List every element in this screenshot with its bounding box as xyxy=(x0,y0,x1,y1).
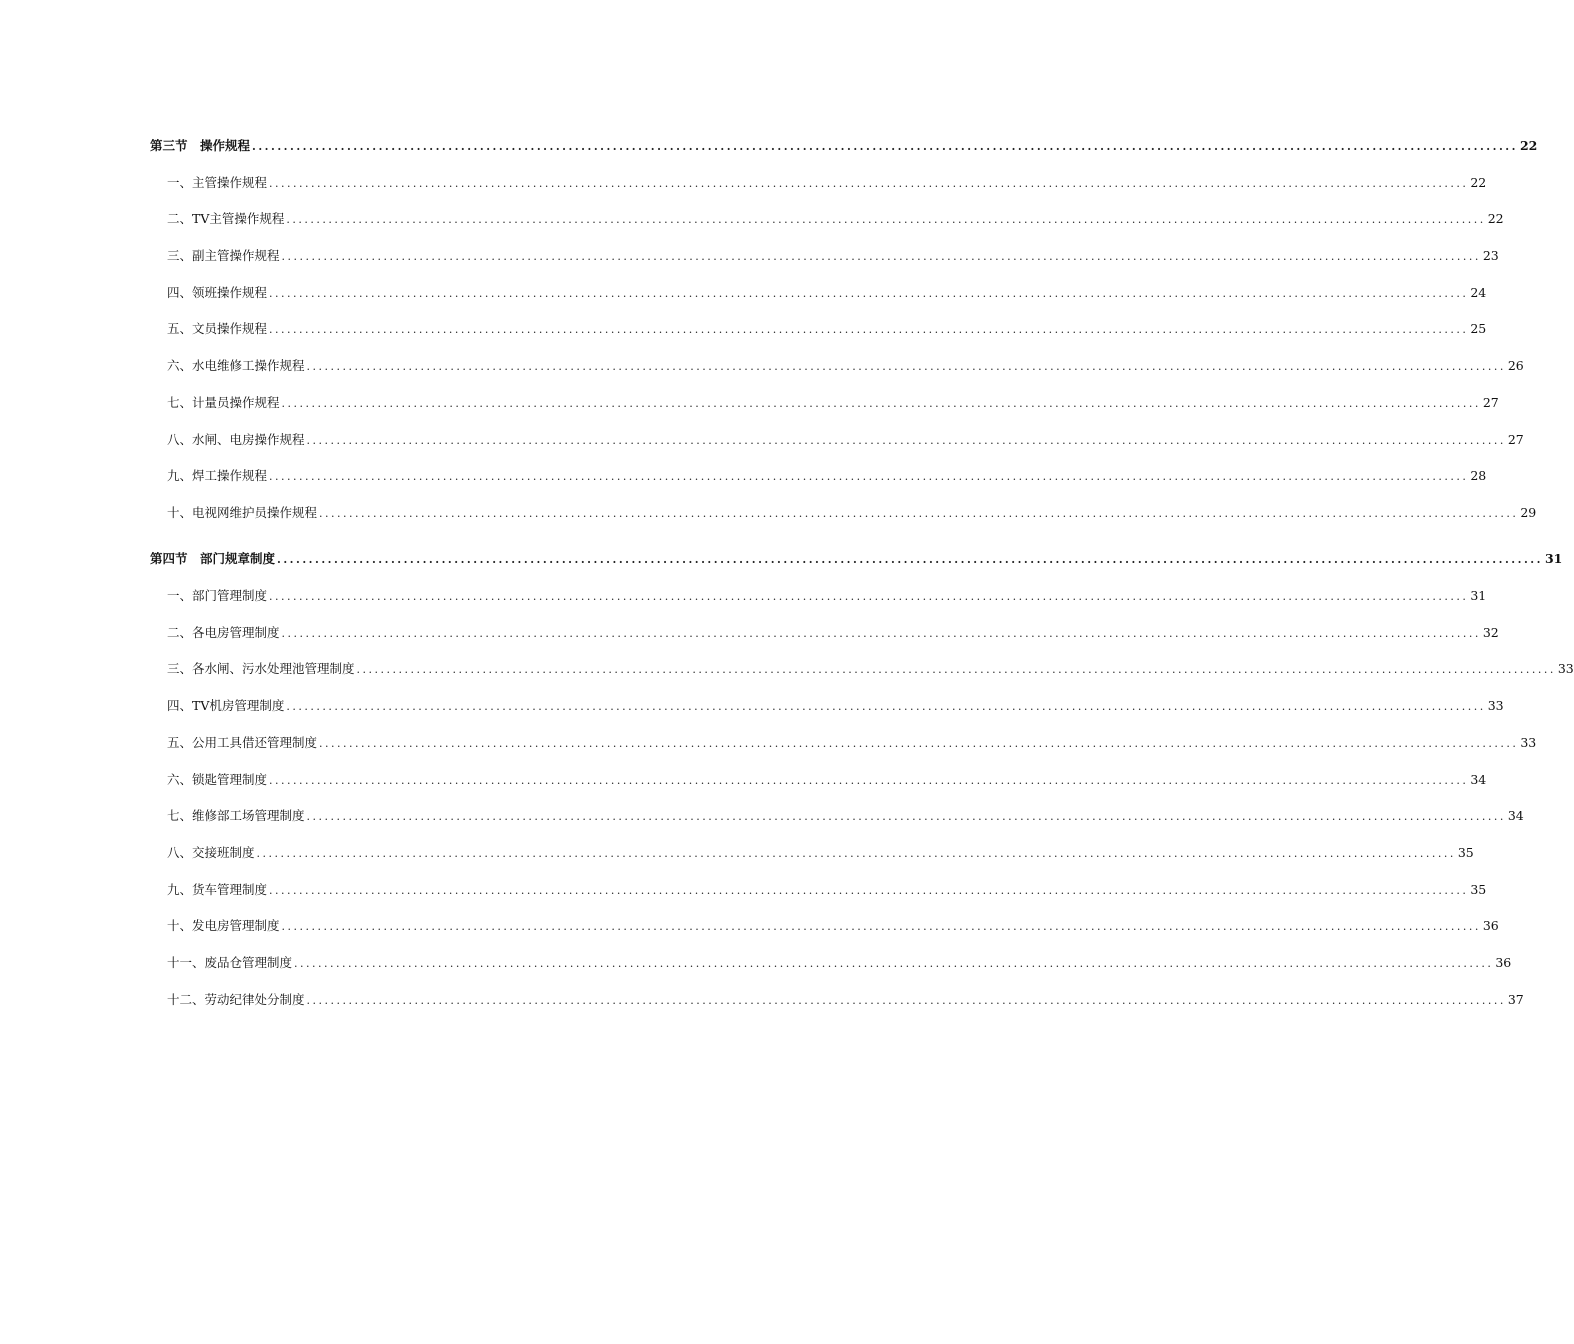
dot-leader: ........................................................................................................................................................................................................ xyxy=(269,883,1469,897)
toc-page-number: 25 xyxy=(1470,321,1487,337)
dot-leader: ........................................................................................................................................................................................................ xyxy=(269,470,1469,484)
toc-page-number: 26 xyxy=(1507,358,1524,374)
toc-item-entry[interactable] xyxy=(150,788,1524,825)
toc-page-number: 36 xyxy=(1482,918,1499,934)
toc-page-number: 27 xyxy=(1482,394,1499,410)
toc-page-number: 37 xyxy=(1507,991,1524,1007)
toc-item-entry[interactable] xyxy=(150,154,1487,191)
toc-page-number: 31 xyxy=(1470,588,1487,604)
toc-page-number: 35 xyxy=(1470,881,1487,897)
dot-leader: ........................................................................................................................................................................................................ xyxy=(277,553,1543,567)
dot-leader: ........................................................................................................................................................................................................ xyxy=(256,846,1456,860)
toc-item-entry[interactable] xyxy=(150,411,1524,448)
toc-entry-label: 三、副主管操作规程 xyxy=(167,248,280,264)
toc-section-entry[interactable] xyxy=(150,128,1538,154)
dot-leader: ........................................................................................................................................................................................................ xyxy=(281,626,1481,640)
toc-item-entry[interactable] xyxy=(150,448,1487,485)
toc-page-number: 34 xyxy=(1507,808,1524,824)
dot-leader: ........................................................................................................................................................................................................ xyxy=(306,993,1506,1007)
toc-entry-label: 十、电视网维护员操作规程 xyxy=(167,504,318,520)
dot-leader: ........................................................................................................................................................................................................ xyxy=(294,956,1494,970)
toc-entry-label: 第四节 部门规章制度 xyxy=(150,551,276,567)
toc-page-number: 32 xyxy=(1482,624,1499,640)
toc-entry-label: 六、锁匙管理制度 xyxy=(167,771,268,787)
toc-entry-label: 一、部门管理制度 xyxy=(167,588,268,604)
toc-item-entry[interactable] xyxy=(150,714,1537,751)
dot-leader: ........................................................................................................................................................................................................ xyxy=(281,920,1481,934)
toc-page-number: 35 xyxy=(1457,844,1474,860)
dot-leader: ........................................................................................................................................................................................................ xyxy=(281,250,1481,264)
dot-leader: ........................................................................................................................................................................................................ xyxy=(306,360,1506,374)
dot-leader: ........................................................................................................................................................................................................ xyxy=(269,773,1469,787)
toc-entry-label: 八、交接班制度 xyxy=(167,844,255,860)
toc-entry-label: 五、公用工具借还管理制度 xyxy=(167,734,318,750)
toc-item-entry[interactable] xyxy=(150,337,1524,374)
toc-page-number: 22 xyxy=(1470,174,1487,190)
toc-page-number: 31 xyxy=(1544,551,1563,567)
toc-page-number: 33 xyxy=(1557,661,1574,677)
toc-entry-label: 第三节 操作规程 xyxy=(150,138,251,153)
toc-entry-label: 二、各电房管理制度 xyxy=(167,624,280,640)
toc-item-entry[interactable] xyxy=(150,898,1499,935)
toc-page-number: 36 xyxy=(1495,954,1512,970)
toc-item-entry[interactable] xyxy=(150,567,1487,604)
toc-entry-label: 六、水电维修工操作规程 xyxy=(167,358,305,374)
toc-page-number: 24 xyxy=(1470,284,1487,300)
toc-entry-label: 十二、劳动纪律处分制度 xyxy=(167,991,305,1007)
toc-item-entry[interactable] xyxy=(150,604,1499,641)
toc-entry-label: 四、领班操作规程 xyxy=(167,284,268,300)
dot-leader: ........................................................................................................................................................................................................ xyxy=(269,286,1469,300)
toc-entry-label: 二、TV主管操作规程 xyxy=(167,211,285,227)
toc-item-entry[interactable] xyxy=(150,861,1487,898)
toc-entry-label: 九、焊工操作规程 xyxy=(167,468,268,484)
dot-leader: ........................................................................................................................................................................................................ xyxy=(269,323,1469,337)
dot-leader: ........................................................................................................................................................................................................ xyxy=(319,736,1519,750)
toc-item-entry[interactable] xyxy=(150,824,1474,861)
toc-item-entry[interactable] xyxy=(150,751,1487,788)
dot-leader: ........................................................................................................................................................................................................ xyxy=(252,140,1518,153)
toc-page-number: 22 xyxy=(1487,211,1504,227)
toc-entry-label: 十一、废品仓管理制度 xyxy=(167,954,293,970)
toc-page-number: 22 xyxy=(1519,138,1538,153)
dot-leader: ........................................................................................................................................................................................................ xyxy=(319,506,1519,520)
toc-item-entry[interactable] xyxy=(150,934,1512,971)
dot-leader: ........................................................................................................................................................................................................ xyxy=(286,213,1486,227)
toc-entry-label: 五、文员操作规程 xyxy=(167,321,268,337)
toc-item-entry[interactable] xyxy=(150,677,1504,714)
toc-page-number: 28 xyxy=(1470,468,1487,484)
dot-leader: ........................................................................................................................................................................................................ xyxy=(269,590,1469,604)
toc-entry-label: 九、货车管理制度 xyxy=(167,881,268,897)
dot-leader: ........................................................................................................................................................................................................ xyxy=(306,433,1506,447)
toc-item-entry[interactable] xyxy=(150,301,1487,338)
toc-entry-label: 七、计量员操作规程 xyxy=(167,394,280,410)
toc-entry-label: 八、水闸、电房操作规程 xyxy=(167,431,305,447)
dot-leader: ........................................................................................................................................................................................................ xyxy=(281,396,1481,410)
toc-item-entry[interactable] xyxy=(150,374,1499,411)
toc-page-number: 33 xyxy=(1487,698,1504,714)
toc-entry-label: 一、主管操作规程 xyxy=(167,174,268,190)
toc-item-entry[interactable] xyxy=(150,227,1499,264)
toc-page-number: 33 xyxy=(1520,734,1537,750)
toc-item-entry[interactable] xyxy=(150,484,1537,521)
toc-item-entry[interactable] xyxy=(150,641,1574,678)
toc-item-entry[interactable] xyxy=(150,971,1524,1008)
toc-entry-label: 十、发电房管理制度 xyxy=(167,918,280,934)
toc-entry-label: 三、各水闸、污水处理池管理制度 xyxy=(167,661,355,677)
dot-leader: ........................................................................................................................................................................................................ xyxy=(306,810,1506,824)
dot-leader: ........................................................................................................................................................................................................ xyxy=(356,663,1556,677)
toc-page-number: 34 xyxy=(1470,771,1487,787)
toc-item-entry[interactable] xyxy=(150,264,1487,301)
toc-page-number: 23 xyxy=(1482,248,1499,264)
toc-page-number: 27 xyxy=(1507,431,1524,447)
toc-page-number: 29 xyxy=(1520,504,1537,520)
toc-entry-label: 七、维修部工场管理制度 xyxy=(167,808,305,824)
dot-leader: ........................................................................................................................................................................................................ xyxy=(269,176,1469,190)
toc-entry-label: 四、TV机房管理制度 xyxy=(167,698,285,714)
dot-leader: ........................................................................................................................................................................................................ xyxy=(286,700,1486,714)
toc-section-entry[interactable] xyxy=(150,521,1563,568)
toc-item-entry[interactable] xyxy=(150,191,1504,228)
table-of-contents xyxy=(150,128,1574,1008)
